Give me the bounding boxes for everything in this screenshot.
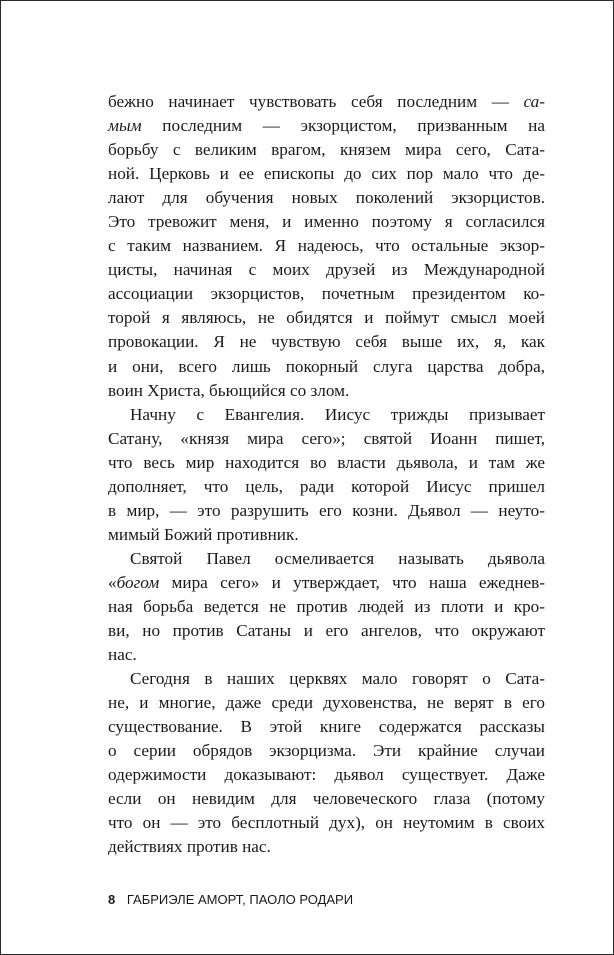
text-segment: воин Христа, бьющийся со злом. — [108, 380, 350, 400]
text-segment: Сегодня в наших церквях мало говорят о Сата- — [130, 669, 545, 689]
text-line — [108, 523, 545, 547]
text-segment: одержимости доказывают: дьявол существует. Даже — [108, 765, 545, 785]
text-segment: что весь мир находится во власти дьявола, и там же — [108, 452, 545, 472]
text-line — [108, 403, 545, 427]
text-segment: ви, но против Сатаны и его ангелов, что окружают — [108, 621, 545, 641]
text-segment: ассоциации экзорцистов, почетным президентом ко- — [108, 284, 545, 304]
text-line — [108, 355, 545, 379]
text-line — [108, 210, 545, 234]
page-footer — [108, 892, 353, 908]
text-line — [108, 451, 545, 475]
text-segment: цисты, начиная с моих друзей из Международной — [108, 260, 545, 280]
text-line — [108, 763, 545, 787]
text-segment: последним — экзорцистом, призванным на — [141, 116, 545, 136]
text-line — [108, 138, 545, 162]
text-segment: ной. Церковь и ее епископы до сих пор мало что де- — [108, 164, 545, 184]
text-line — [108, 739, 545, 763]
text-segment: мимый Божий противник. — [108, 524, 299, 544]
text-segment: и они, всего лишь покорный слуга царства добра, — [108, 356, 545, 376]
text-line — [108, 715, 545, 739]
text-line — [108, 379, 545, 403]
text-line — [108, 162, 545, 186]
text-segment: действиях против нас. — [108, 837, 271, 857]
text-segment: Это тревожит меня, и именно поэтому я согласился — [108, 212, 545, 232]
text-segment: торой я являюсь, не обидятся и поймут смысл моей — [108, 308, 545, 328]
text-segment: борьбу с великим врагом, князем мира сего, Сата- — [108, 140, 545, 160]
text-line — [108, 114, 545, 138]
text-segment: нас. — [108, 645, 137, 665]
page-number: 8 — [108, 892, 116, 907]
text-line — [108, 835, 545, 859]
text-line — [108, 258, 545, 282]
text-segment: мира сего» и утверждает, что наша ежеднев- — [159, 572, 545, 592]
text-segment: не, и многие, даже среди духовенства, не верят в его — [108, 693, 545, 713]
text-line — [108, 475, 545, 499]
text-line — [108, 499, 545, 523]
text-line — [108, 787, 545, 811]
text-segment: дополняет, что цель, ради которой Иисус пришел — [108, 476, 545, 496]
text-segment: провокации. Я не чувствую себя выше их, я, как — [108, 332, 545, 352]
text-segment: в мир, — это разрушить его козни. Дьявол — неуто- — [108, 500, 545, 520]
text-line — [108, 306, 545, 330]
text-segment: Сатану, «князя мира сего»; святой Иоанн пишет, — [108, 428, 545, 448]
text-line — [108, 643, 545, 667]
text-line — [108, 571, 545, 595]
text-line — [108, 547, 545, 571]
text-line — [108, 282, 545, 306]
text-segment: что он — это бесплотный дух), он неутомим в своих — [108, 813, 545, 833]
text-line — [108, 811, 545, 835]
text-segment: о серии обрядов экзорцизма. Эти крайние случаи — [108, 741, 545, 761]
text-segment: Начну с Евангелия. Иисус трижды призывает — [130, 404, 545, 424]
text-segment: лают для обучения новых поколений экзорцистов. — [108, 188, 545, 208]
text-segment: существование. В этой книге содержатся рассказы — [108, 717, 545, 737]
running-footer-authors: ГАБРИЭЛЕ АМОРТ, ПАОЛО РОДАРИ — [126, 892, 354, 907]
text-line — [108, 691, 545, 715]
body-text — [108, 90, 545, 860]
text-segment: « — [108, 572, 117, 592]
text-line — [108, 427, 545, 451]
text-line — [108, 595, 545, 619]
text-segment: с таким названием. Я надеюсь, что остальные экзор- — [108, 236, 545, 256]
text-segment: бежно начинает чувствовать себя последним — — [108, 92, 524, 111]
text-segment: если он невидим для человеческого глаза (потому — [108, 789, 545, 809]
text-line — [108, 667, 545, 691]
text-segment: ная борьба ведется не против людей из плоти и кро- — [108, 596, 545, 616]
text-segment: богом — [116, 572, 160, 592]
text-line — [108, 90, 545, 114]
text-line — [108, 186, 545, 210]
text-line — [108, 619, 545, 643]
text-segment: са- — [523, 92, 545, 111]
text-line — [108, 330, 545, 354]
text-line — [108, 234, 545, 258]
text-segment: Святой Павел осмеливается называть дьявола — [130, 548, 545, 568]
text-segment: мым — [108, 116, 142, 136]
